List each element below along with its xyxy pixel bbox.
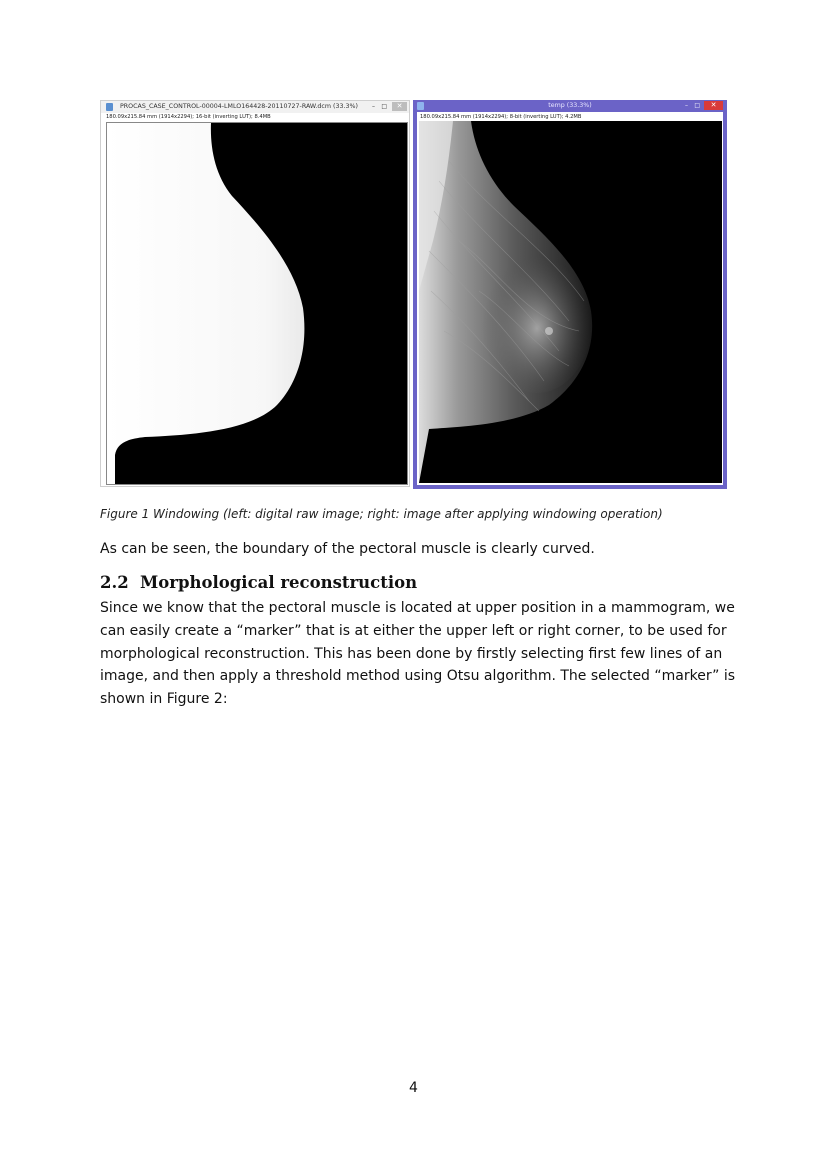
minimize-icon[interactable]: – <box>372 103 375 110</box>
maximize-icon[interactable]: □ <box>694 102 700 109</box>
paragraph-line: can easily create a “marker” that is at either the upper left or right corner, to be used for <box>100 622 727 639</box>
windowed-image-title: temp (33.3%) <box>548 102 592 109</box>
section-number: 2.2 <box>100 573 129 592</box>
windowed-image-window <box>413 100 727 489</box>
page-number: 4 <box>409 1080 418 1096</box>
figure-caption: Figure 1 Windowing (left: digital raw image; right: image after applying windowing operation) <box>100 507 663 521</box>
minimize-icon[interactable]: – <box>685 102 688 109</box>
nipple-bright-spot <box>545 327 553 335</box>
windowed-image-panel <box>417 112 723 485</box>
close-icon[interactable]: ✕ <box>704 101 723 110</box>
close-icon[interactable]: ✕ <box>392 102 407 111</box>
paragraph-line: Since we know that the pectoral muscle is located at upper position in a mammogram, we <box>100 600 735 616</box>
raw-image-window <box>100 100 410 487</box>
paragraph-line: shown in Figure 2: <box>100 691 228 708</box>
raw-image-info: 180.09x215.84 mm (1914x2294); 16-bit (inverting LUT); 8.4MB <box>106 114 271 120</box>
body-paragraph: As can be seen, the boundary of the pectoral muscle is clearly curved. <box>100 541 595 557</box>
maximize-icon[interactable]: □ <box>381 103 387 110</box>
raw-image-titlebar[interactable] <box>101 101 409 113</box>
raw-mammogram-image <box>106 122 408 485</box>
windowed-image-info: 180.09x215.84 mm (1914x2294); 8-bit (inverting LUT); 4.2MB <box>420 114 582 120</box>
windowed-mammogram-image <box>419 121 722 483</box>
raw-image-title: PROCAS_CASE_CONTROL-00004-LMLO164428-20110727-RAW.dcm (33.3%) <box>120 103 358 110</box>
paragraph-line: image, and then apply a threshold method using Otsu algorithm. The selected “marker” is <box>100 668 736 685</box>
section-title: Morphological reconstruction <box>140 573 418 592</box>
imagej-app-icon <box>106 103 113 111</box>
paragraph-line: morphological reconstruction. This has been done by firstly selecting first few lines of an <box>100 645 723 662</box>
body-paragraph <box>100 597 740 711</box>
section-heading <box>100 573 417 592</box>
windowed-image-titlebar[interactable] <box>413 100 727 112</box>
